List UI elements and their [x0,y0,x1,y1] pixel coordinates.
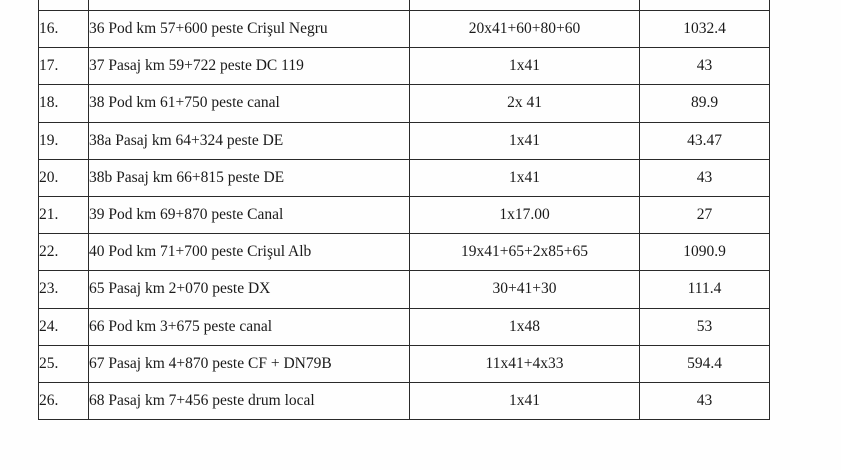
table-row [39,382,770,419]
structure-length: 1090.9 [640,234,770,271]
structure-description: 67 Pasaj km 4+870 peste CF + DN79B [89,345,410,382]
span-layout: 2x 41 [410,85,640,122]
table-row-partial [39,0,770,11]
table-row [39,234,770,271]
row-number: 16. [39,11,89,48]
span-layout: 11x41+4x33 [410,345,640,382]
row-number: 26. [39,382,89,419]
structure-length: 43 [640,48,770,85]
structure-description: 65 Pasaj km 2+070 peste DX [89,271,410,308]
span-layout: 1x17.00 [410,196,640,233]
structure-length: 1032.4 [640,11,770,48]
span-layout: 1x48 [410,308,640,345]
span-layout: 1x41 [410,48,640,85]
span-layout: 1x41 [410,122,640,159]
table-row [39,159,770,196]
structure-length: 111.4 [640,271,770,308]
row-number: 23. [39,271,89,308]
structure-length: 27 [640,196,770,233]
table-row [39,122,770,159]
span-layout: 1x41 [410,159,640,196]
table-row [39,85,770,122]
structure-description: 39 Pod km 69+870 peste Canal [89,196,410,233]
row-number: 24. [39,308,89,345]
span-layout: 20x41+60+80+60 [410,11,640,48]
structure-description: 38b Pasaj km 66+815 peste DE [89,159,410,196]
table-row [39,271,770,308]
structure-length: 89.9 [640,85,770,122]
span-layout: 19x41+65+2x85+65 [410,234,640,271]
table-row [39,345,770,382]
table-row [39,11,770,48]
table-row [39,48,770,85]
structure-description: 37 Pasaj km 59+722 peste DC 119 [89,48,410,85]
structure-description: 68 Pasaj km 7+456 peste drum local [89,382,410,419]
structure-description: 38 Pod km 61+750 peste canal [89,85,410,122]
row-number: 21. [39,196,89,233]
table-row [39,196,770,233]
row-number: 22. [39,234,89,271]
structure-length: 43.47 [640,122,770,159]
row-number: 25. [39,345,89,382]
structure-description: 40 Pod km 71+700 peste Crişul Alb [89,234,410,271]
table-body [39,0,770,420]
span-layout: 30+41+30 [410,271,640,308]
structure-description: 36 Pod km 57+600 peste Crişul Negru [89,11,410,48]
row-number: 18. [39,85,89,122]
bridges-table [38,0,770,420]
row-number: 19. [39,122,89,159]
row-number: 20. [39,159,89,196]
table-row [39,308,770,345]
structure-length: 594.4 [640,345,770,382]
row-number: 17. [39,48,89,85]
structure-length: 43 [640,159,770,196]
span-layout: 1x41 [410,382,640,419]
structure-length: 43 [640,382,770,419]
structure-description: 66 Pod km 3+675 peste canal [89,308,410,345]
structure-description: 38a Pasaj km 64+324 peste DE [89,122,410,159]
structure-length: 53 [640,308,770,345]
